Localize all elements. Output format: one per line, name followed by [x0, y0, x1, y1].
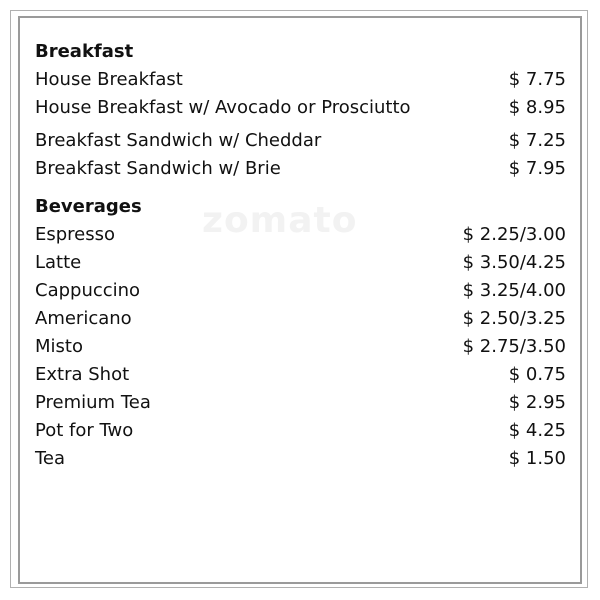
section-spacer [35, 183, 566, 193]
menu-item [35, 389, 566, 417]
item-price: $ 3.25/4.00 [462, 280, 566, 301]
item-name: Espresso [35, 224, 116, 245]
menu-item [35, 94, 566, 122]
item-name: Breakfast Sandwich w/ Cheddar [35, 130, 322, 151]
item-name: Latte [35, 252, 82, 273]
item-name: Tea [35, 448, 66, 469]
menu-item [35, 417, 566, 445]
item-price: $ 8.95 [508, 97, 566, 118]
item-price: $ 3.50/4.25 [462, 252, 566, 273]
section-title-breakfast: Breakfast [35, 41, 134, 62]
item-price: $ 2.50/3.25 [462, 308, 566, 329]
menu-item [35, 221, 566, 249]
menu-item [35, 155, 566, 183]
item-price: $ 7.95 [508, 158, 566, 179]
item-name: House Breakfast [35, 69, 183, 90]
item-name: Premium Tea [35, 392, 151, 413]
menu-item [35, 249, 566, 277]
menu-item [35, 445, 566, 473]
item-name: Extra Shot [35, 364, 130, 385]
item-price: $ 2.95 [508, 392, 566, 413]
item-price: $ 2.75/3.50 [462, 336, 566, 357]
menu-item [35, 361, 566, 389]
item-name: Americano [35, 308, 132, 329]
item-price: $ 0.75 [508, 364, 566, 385]
item-name: House Breakfast w/ Avocado or Prosciutto [35, 97, 411, 118]
menu-item [35, 127, 566, 155]
watermark-logo: zomato [202, 200, 358, 241]
item-name: Breakfast Sandwich w/ Brie [35, 158, 281, 179]
item-name: Pot for Two [35, 420, 134, 441]
menu-item [35, 277, 566, 305]
menu-item [35, 66, 566, 94]
section-title-beverages: Beverages [35, 196, 142, 217]
item-price: $ 7.25 [508, 130, 566, 151]
item-price: $ 4.25 [508, 420, 566, 441]
menu-content [35, 38, 566, 473]
item-price: $ 7.75 [508, 69, 566, 90]
item-name: Misto [35, 336, 83, 357]
item-price: $ 1.50 [508, 448, 566, 469]
menu-item [35, 333, 566, 361]
item-price: $ 2.25/3.00 [462, 224, 566, 245]
menu-item [35, 305, 566, 333]
item-name: Cappuccino [35, 280, 141, 301]
